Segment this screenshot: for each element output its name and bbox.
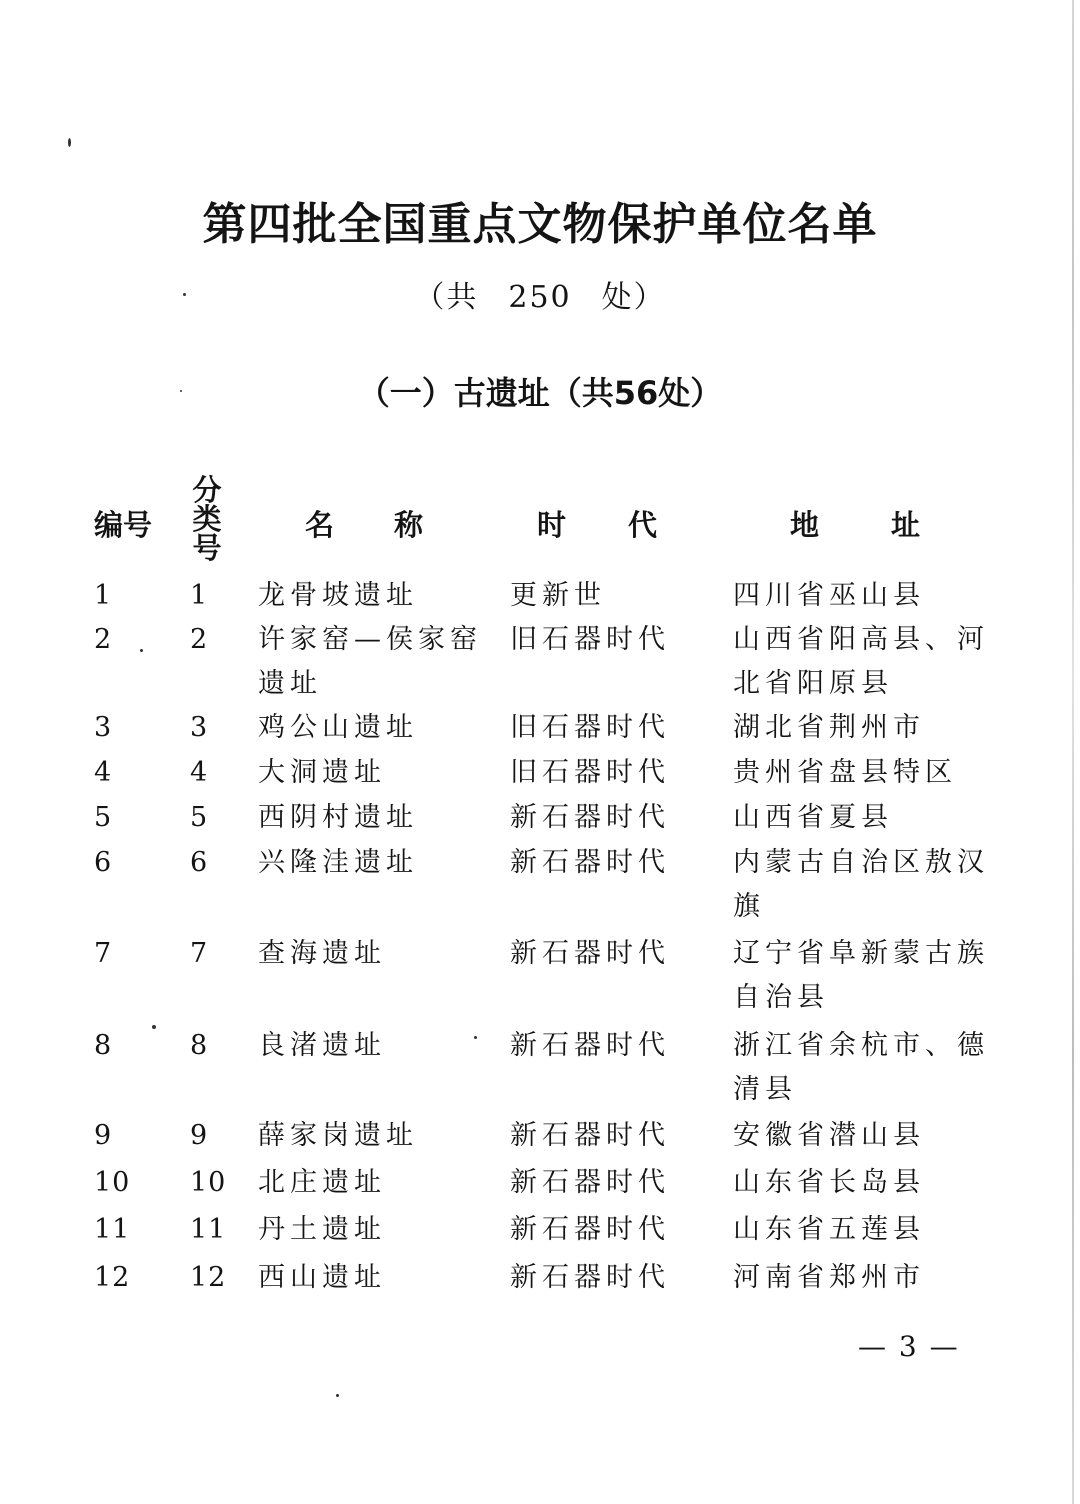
row-category-number: 8	[190, 1030, 209, 1061]
row-name: 丹土遗址	[258, 1214, 386, 1245]
row-era: 新石器时代	[510, 1262, 670, 1293]
row-address: 浙江省余杭市、德清县	[733, 1030, 989, 1105]
header-category-number: 分类号	[192, 473, 222, 565]
row-number: 8	[94, 1030, 113, 1061]
row-address: 辽宁省阜新蒙古族自治县	[733, 938, 989, 1013]
row-name: 北庄遗址	[258, 1167, 386, 1198]
row-name: 龙骨坡遗址	[258, 580, 418, 611]
row-address: 四川省巫山县	[733, 580, 925, 611]
row-number: 6	[94, 847, 113, 878]
row-name: 西阴村遗址	[258, 802, 418, 833]
row-address: 安徽省潜山县	[733, 1120, 925, 1151]
row-era: 旧石器时代	[510, 757, 670, 788]
row-era: 新石器时代	[510, 1214, 670, 1245]
row-category-number: 2	[190, 624, 209, 655]
row-era: 新石器时代	[510, 847, 670, 878]
row-category-number: 12	[190, 1262, 227, 1293]
row-category-number: 10	[190, 1167, 227, 1198]
row-category-number: 3	[190, 712, 209, 743]
row-number: 1	[94, 580, 113, 611]
row-address: 河南省郑州市	[733, 1262, 925, 1293]
subtitle-prefix: （共	[414, 280, 479, 315]
header-number: 编号	[94, 508, 153, 542]
row-number: 12	[94, 1262, 131, 1293]
row-name: 许家窑—侯家窑遗址	[258, 624, 482, 699]
header-era: 时代	[537, 508, 720, 542]
row-name: 西山遗址	[258, 1262, 386, 1293]
row-name: 兴隆洼遗址	[258, 847, 418, 878]
header-address: 地址	[790, 508, 993, 542]
row-number: 2	[94, 624, 113, 655]
row-number: 7	[94, 938, 113, 969]
row-address: 山东省五莲县	[733, 1214, 925, 1245]
row-category-number: 1	[190, 580, 209, 611]
row-number: 9	[94, 1120, 113, 1151]
row-era: 旧石器时代	[510, 624, 670, 655]
row-category-number: 6	[190, 847, 209, 878]
row-address: 贵州省盘县特区	[733, 757, 957, 788]
row-era: 新石器时代	[510, 1120, 670, 1151]
row-number: 10	[94, 1167, 131, 1198]
row-era: 更新世	[510, 580, 606, 611]
row-category-number: 4	[190, 757, 209, 788]
document-title: 第四批全国重点文物保护单位名单	[202, 199, 878, 250]
row-address: 山西省阳高县、河北省阳原县	[733, 624, 989, 699]
row-era: 新石器时代	[510, 938, 670, 969]
row-category-number: 11	[190, 1214, 227, 1245]
section-title: （一）古遗址（共56处）	[357, 374, 723, 412]
row-name: 良渚遗址	[258, 1030, 386, 1061]
row-number: 4	[94, 757, 113, 788]
row-name: 鸡公山遗址	[258, 712, 418, 743]
header-name: 名称	[305, 508, 484, 542]
row-era: 新石器时代	[510, 1167, 670, 1198]
row-category-number: 9	[190, 1120, 209, 1151]
row-category-number: 7	[190, 938, 209, 969]
row-number: 3	[94, 712, 113, 743]
row-address: 内蒙古自治区敖汉旗	[733, 847, 989, 922]
row-name: 薛家岗遗址	[258, 1120, 418, 1151]
row-category-number: 5	[190, 802, 209, 833]
page-number: — 3 —	[858, 1330, 960, 1363]
row-address: 山东省长岛县	[733, 1167, 925, 1198]
subtitle-count: 250	[508, 280, 572, 315]
row-name: 查海遗址	[258, 938, 386, 969]
row-era: 新石器时代	[510, 1030, 670, 1061]
subtitle-suffix: 处）	[601, 280, 666, 315]
row-era: 旧石器时代	[510, 712, 670, 743]
row-number: 11	[94, 1214, 131, 1245]
row-address: 湖北省荆州市	[733, 712, 925, 743]
row-number: 5	[94, 802, 113, 833]
row-era: 新石器时代	[510, 802, 670, 833]
row-address: 山西省夏县	[733, 802, 893, 833]
row-name: 大洞遗址	[258, 757, 386, 788]
